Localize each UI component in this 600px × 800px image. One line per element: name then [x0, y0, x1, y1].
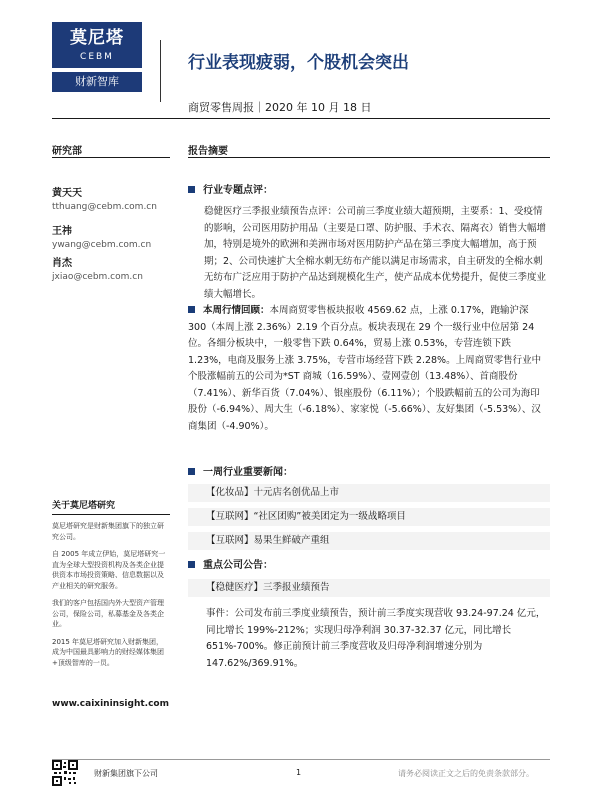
summary-heading-rule: [188, 157, 550, 158]
author-1: [52, 184, 157, 212]
brand-name-en: CEBM: [80, 52, 114, 62]
company-body: 事件：公司发布前三季度业绩预告，预计前三季度实现营收 93.24-97.24 亿元，同比增长 199%-212%；实现归母净利润 30.37-32.37 亿元，同比增长 651%-700%。修正前预计前三季度营收及归母净利润增速分别为 147.62%/369.91%。: [206, 608, 546, 669]
news-item: 【化妆品】十元店名创优品上市: [188, 484, 550, 502]
footer-rule: [52, 759, 550, 760]
square-bullet-icon: [188, 186, 195, 193]
company-notice-body: [206, 606, 548, 672]
section-title-text: 一周行业重要新闻：: [203, 467, 293, 478]
research-dept-heading: 研究部: [52, 146, 82, 157]
summary-heading: 报告摘要: [188, 146, 228, 157]
company-tag: 【稳健医疗】三季报业绩预告: [188, 579, 550, 597]
square-bullet-icon: [188, 306, 195, 313]
news-item: 【互联网】“社区团购”被美团定为一级战略项目: [188, 508, 550, 526]
about-paragraph: 我们的客户包括国内外大型资产管理公司，保险公司，私募基金及各类企业。: [52, 599, 164, 628]
report-title: 行业表现疲弱，个股机会突出: [188, 53, 409, 73]
section-title-text: 本周行情回顾：: [203, 305, 270, 316]
about-paragraph: 自 2005 年成立伊始，莫尼塔研究一直为全球大型投资机构及各类企业提供资本市场投资策略、信息数据以及产业相关的研究服务。: [52, 550, 166, 590]
section-body: [188, 303, 548, 435]
section-industry-review: [188, 181, 548, 303]
author-name: 黄天天: [52, 188, 82, 199]
section-title: [188, 181, 548, 196]
footer-company: 财新集团旗下公司: [94, 769, 158, 778]
square-bullet-icon: [188, 468, 195, 475]
author-email[interactable]: ywang@cebm.com.cn: [52, 240, 152, 250]
report-subtitle: 商贸零售周报｜2020 年 10 月 18 日: [188, 101, 372, 114]
brand-sub: 财新智库: [52, 70, 142, 92]
author-email[interactable]: jxiao@cebm.com.cn: [52, 272, 143, 282]
section-title: [188, 556, 548, 571]
about-paragraph: 2015 年莫尼塔研究加入财新集团，成为中国最具影响力的财经媒体集团+顶级智库的一员。: [52, 637, 164, 667]
brand-logo-top: [52, 22, 142, 68]
section-title-text: 重点公司公告：: [203, 560, 273, 571]
header-rule: [52, 118, 550, 119]
section-title-text: 行业专题点评：: [203, 185, 273, 196]
left-heading-rule: [52, 157, 170, 158]
section-title: [188, 463, 548, 478]
section-body: 稳健医疗三季报业绩预告点评：公司前三季度业绩大超预期，主要系：1、受疫情的影响，公司医用防护用品（主要是口罩、防护服、手术衣、隔离衣）销售大幅增加，特别是境外的欧洲和美洲市场对医用防护产品在第三季度大幅增加，高于预期；2、公司快速扩大全棉水刺无纺布产能以满足市场需求，自主研发的全棉水刺无纺布广泛应用于防护产品达到规模化生产，使产品成本优势提升，促使三季度业绩大幅增长。: [204, 206, 547, 300]
author-3: [52, 254, 143, 282]
brand-logo: [52, 22, 142, 92]
news-item: 【互联网】易果生鲜破产重组: [188, 532, 550, 550]
author-email[interactable]: tthuang@cebm.com.cn: [52, 202, 157, 212]
website-link[interactable]: www.caixininsight.com: [52, 699, 169, 709]
square-bullet-icon: [188, 561, 195, 568]
brand-name-cn: 莫尼塔: [70, 28, 124, 48]
qr-code-icon: [52, 760, 78, 786]
about-paragraph: 莫尼塔研究是财新集团旗下的独立研究公司。: [52, 522, 164, 541]
footer-disclaimer: 请务必阅读正文之后的免责条款部分。: [398, 769, 534, 778]
about-heading: 关于莫尼塔研究: [52, 498, 170, 515]
author-2: [52, 222, 151, 250]
author-name: 肖杰: [52, 258, 72, 269]
market-review-text: 本周商贸零售板块报收 4569.62 点，上涨 0.17%，跑输沪深 300（本周上涨 2.36%）2.19 个百分点。板块表现在 29 个一级行业中位居第 24 位。各细分板块中，一般零售下跌 0.64%，贸易上涨 0.53%，专营连锁下跌 1.23%，电商及服务上涨 3.75%，专营市场经营下跌 2.28%。上周商贸零售行业中个股涨幅前五的公司为*ST 商城（16.59%）、壹网壹创（13.48%）、首商股份（7.41%）、新华百货（7.04%）、银座股份（6.11%）；个股跌幅前五的公司为海印股份（-6.94%）、周大生（-6.18%）、家家悦（-5.66%）、友好集团（-5.53%）、汉商集团（-4.90%）。: [188, 305, 542, 432]
about-section: [52, 498, 170, 675]
section-company-notice: [188, 556, 548, 571]
section-market-review: [188, 303, 548, 435]
section-industry-news: [188, 463, 548, 478]
header-divider: [160, 40, 161, 102]
page-number: 1: [296, 768, 302, 777]
author-name: 王祎: [52, 226, 72, 237]
